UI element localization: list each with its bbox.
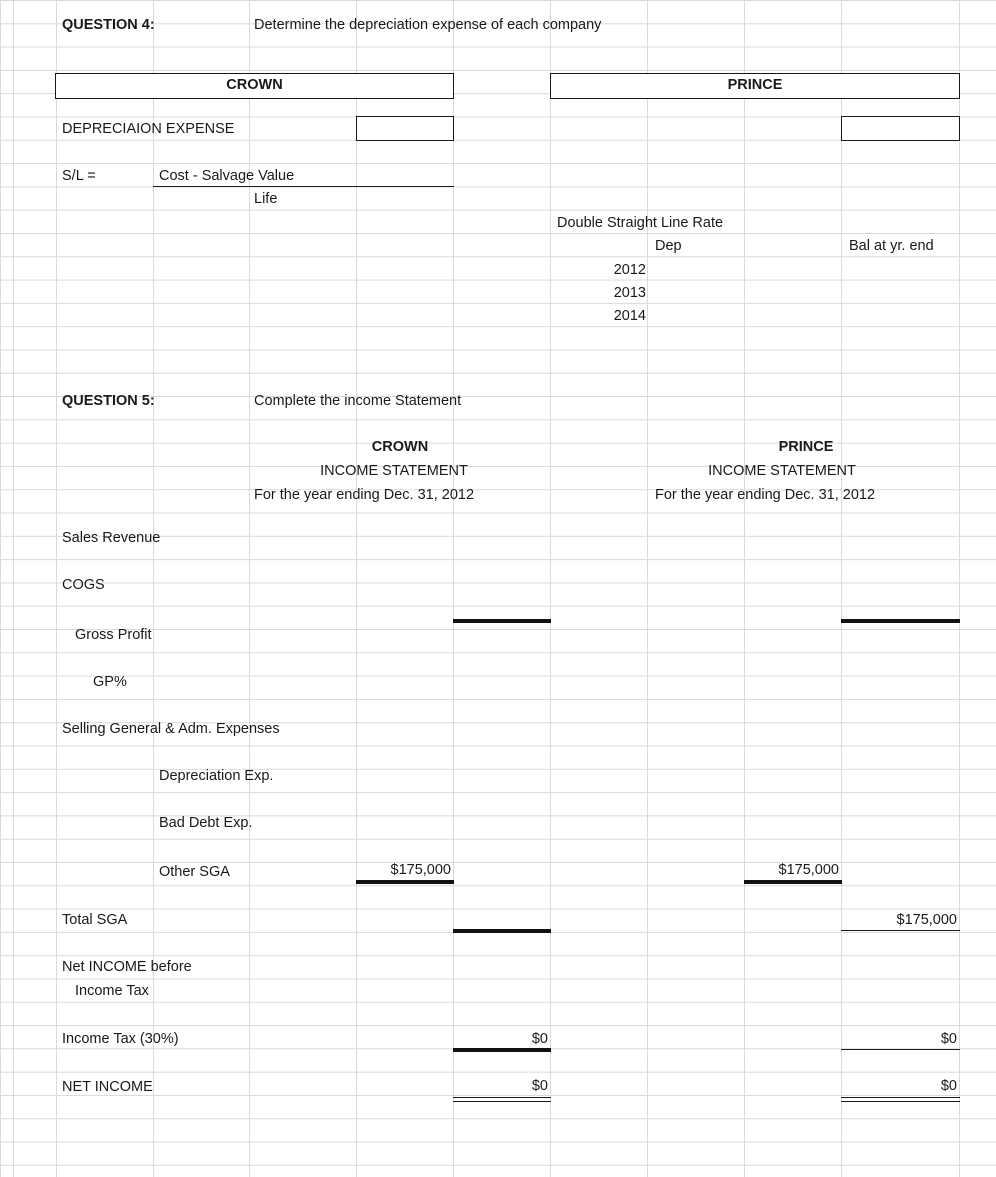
prince-statement-title: INCOME STATEMENT <box>708 463 856 479</box>
grid-line <box>356 0 357 1177</box>
fraction-bar <box>153 186 454 187</box>
crown-statement-title: INCOME STATEMENT <box>320 463 468 479</box>
underline <box>841 1049 960 1050</box>
cogs-label: COGS <box>62 577 105 593</box>
underline <box>453 619 551 623</box>
prince-total-sga-value: $175,000 <box>896 912 957 928</box>
gp-percent-label: GP% <box>93 674 127 690</box>
gross-profit-label: Gross Profit <box>75 627 152 643</box>
dsl-title: Double Straight Line Rate <box>557 215 724 231</box>
underline <box>356 880 454 884</box>
question-4-instruction: Determine the depreciation expense of each company <box>254 17 602 33</box>
total-sga-label: Total SGA <box>62 912 128 928</box>
crown-header: CROWN <box>55 73 454 99</box>
prince-header: PRINCE <box>550 73 960 99</box>
net-income-label: NET INCOME <box>62 1079 153 1095</box>
ni-before-tax-label-2: Income Tax <box>75 983 149 999</box>
underline <box>841 930 960 931</box>
underline <box>744 880 842 884</box>
sga-label: Selling General & Adm. Expenses <box>62 721 280 737</box>
prince-income-tax-value: $0 <box>940 1031 957 1047</box>
double-underline <box>841 1097 960 1102</box>
prince-statement-name: PRINCE <box>778 439 834 455</box>
crown-depreciation-input[interactable] <box>356 116 454 141</box>
income-tax-label: Income Tax (30%) <box>62 1031 179 1047</box>
other-sga-label: Other SGA <box>159 864 230 880</box>
underline <box>841 619 960 623</box>
prince-other-sga-value: $175,000 <box>778 862 839 878</box>
grid-line <box>647 0 648 1177</box>
bad-debt-exp-label: Bad Debt Exp. <box>159 815 253 831</box>
sl-label: S/L = <box>62 168 96 184</box>
underline <box>453 1048 551 1052</box>
question-4-label: QUESTION 4: <box>62 17 155 33</box>
crown-income-tax-value: $0 <box>531 1031 548 1047</box>
grid-line <box>841 0 842 1177</box>
balance-column-header: Bal at yr. end <box>849 238 934 254</box>
year-2014: 2014 <box>613 308 646 324</box>
year-2012: 2012 <box>613 262 646 278</box>
depreciation-expense-label: DEPRECIAION EXPENSE <box>62 121 235 137</box>
sl-numerator: Cost - Salvage Value <box>159 168 295 184</box>
question-5-label: QUESTION 5: <box>62 393 155 409</box>
grid-line <box>153 0 154 1177</box>
prince-net-income-value: $0 <box>940 1078 957 1094</box>
grid-line <box>13 0 14 1177</box>
crown-statement-period: For the year ending Dec. 31, 2012 <box>254 487 475 503</box>
crown-net-income-value: $0 <box>531 1078 548 1094</box>
grid-line <box>959 0 960 1177</box>
prince-depreciation-input[interactable] <box>841 116 960 141</box>
prince-statement-period: For the year ending Dec. 31, 2012 <box>655 487 876 503</box>
grid-line <box>56 0 57 1177</box>
depreciation-exp-label: Depreciation Exp. <box>159 768 274 784</box>
dep-column-header: Dep <box>655 238 682 254</box>
ni-before-tax-label-1: Net INCOME before <box>62 959 192 975</box>
crown-statement-name: CROWN <box>371 439 429 455</box>
double-underline <box>453 1097 551 1102</box>
crown-other-sga-value: $175,000 <box>390 862 451 878</box>
grid-line <box>453 0 454 1177</box>
grid-line <box>550 0 551 1177</box>
year-2013: 2013 <box>613 285 646 301</box>
grid-line <box>744 0 745 1177</box>
question-5-instruction: Complete the income Statement <box>254 393 462 409</box>
sales-revenue-label: Sales Revenue <box>62 530 161 546</box>
underline <box>453 929 551 933</box>
sl-denominator: Life <box>254 191 278 207</box>
